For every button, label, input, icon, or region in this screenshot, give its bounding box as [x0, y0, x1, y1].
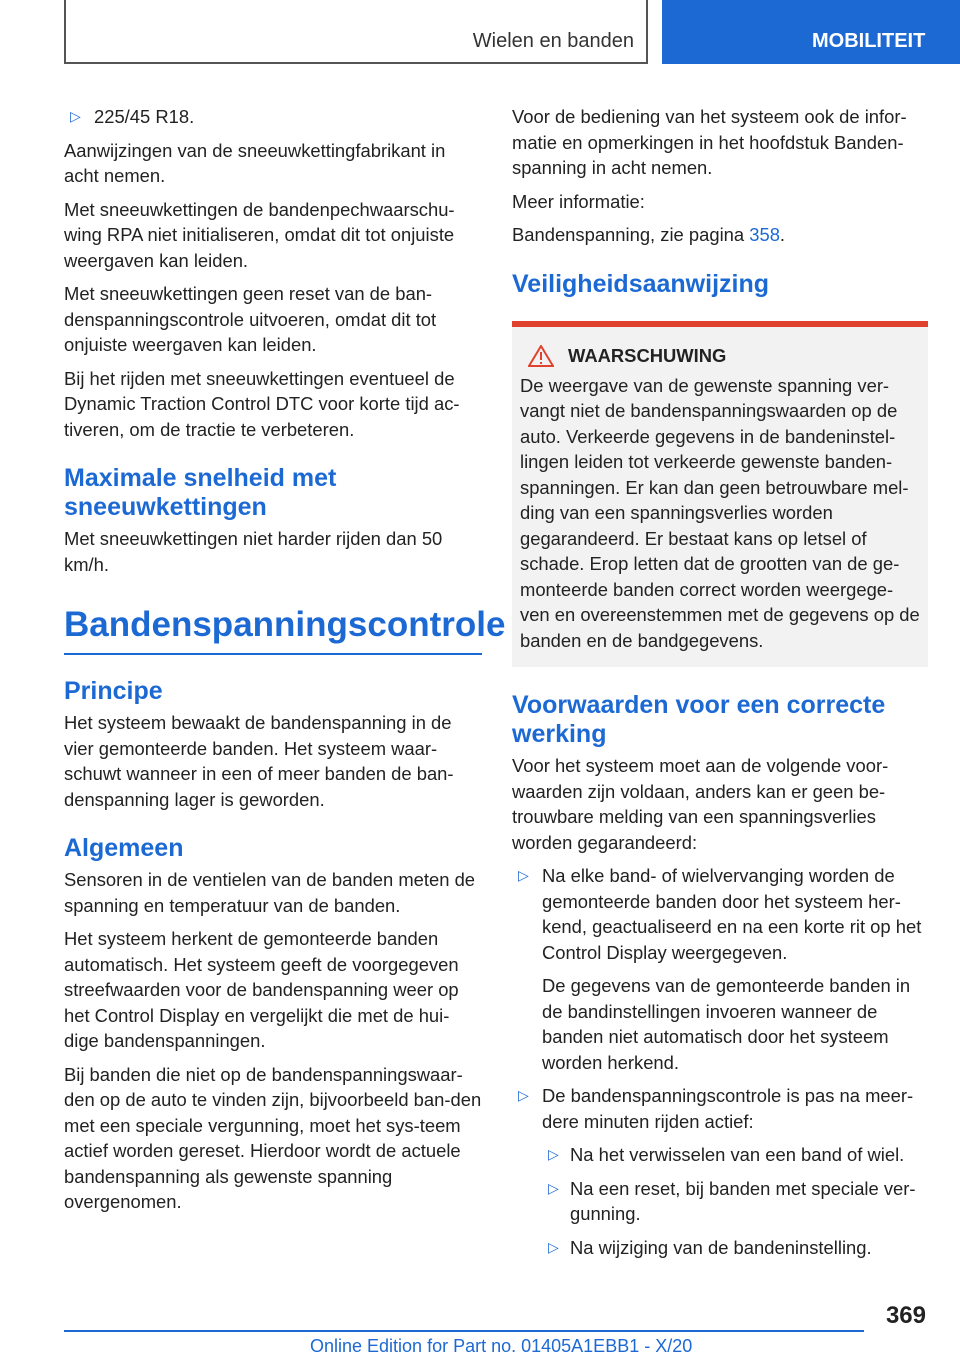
heading-principe: Principe — [64, 677, 163, 705]
page-number: 369 — [885, 1302, 926, 1329]
warning-text: De weergave van de gewenste spanning ver-vangt niet de bandenspanningswaarden op de auto. Verkeerde gegevens in de bandeninstel-lingen leiden tot verkeerde gewenste banden-spanningen. Er kan dan geen betrouwbare mel-ding van een spanningsverlies worden gegarandeerd. Er bestaat kans op letsel of schade. Erop letten dat de grootten van de ge-monteerde banden correct worden weergege-ven en overeenstemmen met de gegevens op de banden en de bandgegevens. — [520, 374, 920, 651]
triangle-right-icon: ▷ — [70, 108, 81, 124]
left-column — [64, 104, 506, 1223]
paragraph: Aanwijzingen van de sneeuwkettingfabrikant in acht nemen. — [64, 139, 446, 186]
footer-divider — [64, 1330, 864, 1332]
paragraph: Bandenspanning, zie pagina 358. — [512, 224, 786, 245]
heading-algemeen: Algemeen — [64, 834, 184, 862]
paragraph: Het systeem herkent de gemonteerde banden automatisch. Het systeem geeft de voorgegeven streefwaarden voor de bandenspanning weer op het Control Display en vergelijkt die met de hui-dige bandenspanningen. — [64, 928, 459, 1051]
warning-box — [512, 321, 928, 668]
list-item-sub-paragraph: De gegevens van de gemonteerde banden in de bandinstellingen invoeren wanneer de banden niet automatisch door het systeem worden herkend. — [542, 975, 911, 1073]
heading-veiligheid: Veiligheidsaanwijzing — [512, 269, 770, 298]
header-section-tab — [64, 0, 648, 64]
list-item: ▷ De bandenspanningscontrole is pas na meer-dere minuten rijden actief: — [518, 1085, 914, 1132]
paragraph: Met sneeuwkettingen niet harder rijden dan 50 km/h. — [64, 528, 443, 575]
triangle-right-icon: ▷ — [548, 1238, 559, 1255]
page-link[interactable]: 358 — [749, 224, 780, 245]
heading-max-speed: Maximale snelheid met sneeuwkettingen — [64, 464, 337, 521]
warning-triangle-icon — [528, 345, 554, 367]
footer-edition: Online Edition for Part no. 01405A1EBB1 - X/20 — [310, 1336, 693, 1356]
header-chapter-tab — [662, 0, 960, 64]
triangle-right-icon: ▷ — [518, 867, 529, 883]
page-title: Bandenspanningscontrole — [64, 603, 482, 655]
sub-list-item: ▷ Na het verwisselen van een band of wiel. — [512, 1142, 928, 1168]
triangle-right-icon: ▷ — [548, 1146, 559, 1162]
sub-list-item: ▷ Na een reset, bij banden met speciale ver-gunning. — [548, 1177, 916, 1224]
right-column — [512, 104, 928, 1268]
paragraph: Voor het systeem moet aan de volgende voor-waarden zijn voldaan, anders kan er geen be-trouwbare melding van een spanningsverlies worden gegarandeerd: — [512, 755, 889, 853]
warning-title: WAARSCHUWING — [568, 344, 727, 366]
triangle-right-icon: ▷ — [548, 1179, 559, 1196]
paragraph: Met sneeuwkettingen de bandenpechwaarschu-wing RPA niet initialiseren, omdat dit tot onjuiste weergaven kan leiden. — [64, 198, 455, 271]
paragraph: Bij het rijden met sneeuwkettingen eventueel de Dynamic Traction Control DTC voor korte tijd ac-tiveren, om de tractie te verbeteren. — [64, 367, 460, 440]
triangle-right-icon: ▷ — [518, 1087, 529, 1103]
paragraph: Voor de bediening van het systeem ook de infor-matie en opmerkingen in het hoofdstuk Banden-spanning in acht nemen. — [512, 106, 907, 178]
header-section-title: Wielen en banden — [472, 30, 634, 52]
paragraph: Het systeem bewaakt de bandenspanning in de vier gemonteerde banden. Het systeem waar-schuwt wanneer in een of meer banden de ban-denspanning lager is geworden. — [64, 712, 454, 810]
paragraph: Met sneeuwkettingen geen reset van de ban-denspanningscontrole uitvoeren, omdat dit tot onjuiste weergaven kan leiden. — [64, 283, 437, 355]
paragraph: Meer informatie: — [512, 190, 645, 212]
list-item: ▷ 225/45 R18. — [64, 104, 482, 130]
list-item: ▷ Na elke band- of wielvervanging worden de gemonteerde banden door het systeem her-kend, geactualiseerd en na een korte rit op het Control Display weergegeven. — [518, 865, 922, 963]
paragraph: Bij banden die niet op de bandenspanningswaar-den op de auto te vinden zijn, bijvoorbeeld ban-den met een speciale vergunning, moet het sys-teem actief worden gereset. Hierdoor wordt de actuele bandenspanning als gewenste spanning overgenomen. — [64, 1063, 482, 1212]
heading-voorwaarden: Voorwaarden voor een correcte werking — [512, 691, 886, 748]
paragraph: Sensoren in de ventielen van de banden meten de spanning en temperatuur van de banden. — [64, 869, 476, 916]
sub-list-item: ▷ Na wijziging van de bandeninstelling. — [512, 1235, 928, 1261]
header-chapter-title: MOBILITEIT — [812, 30, 926, 52]
